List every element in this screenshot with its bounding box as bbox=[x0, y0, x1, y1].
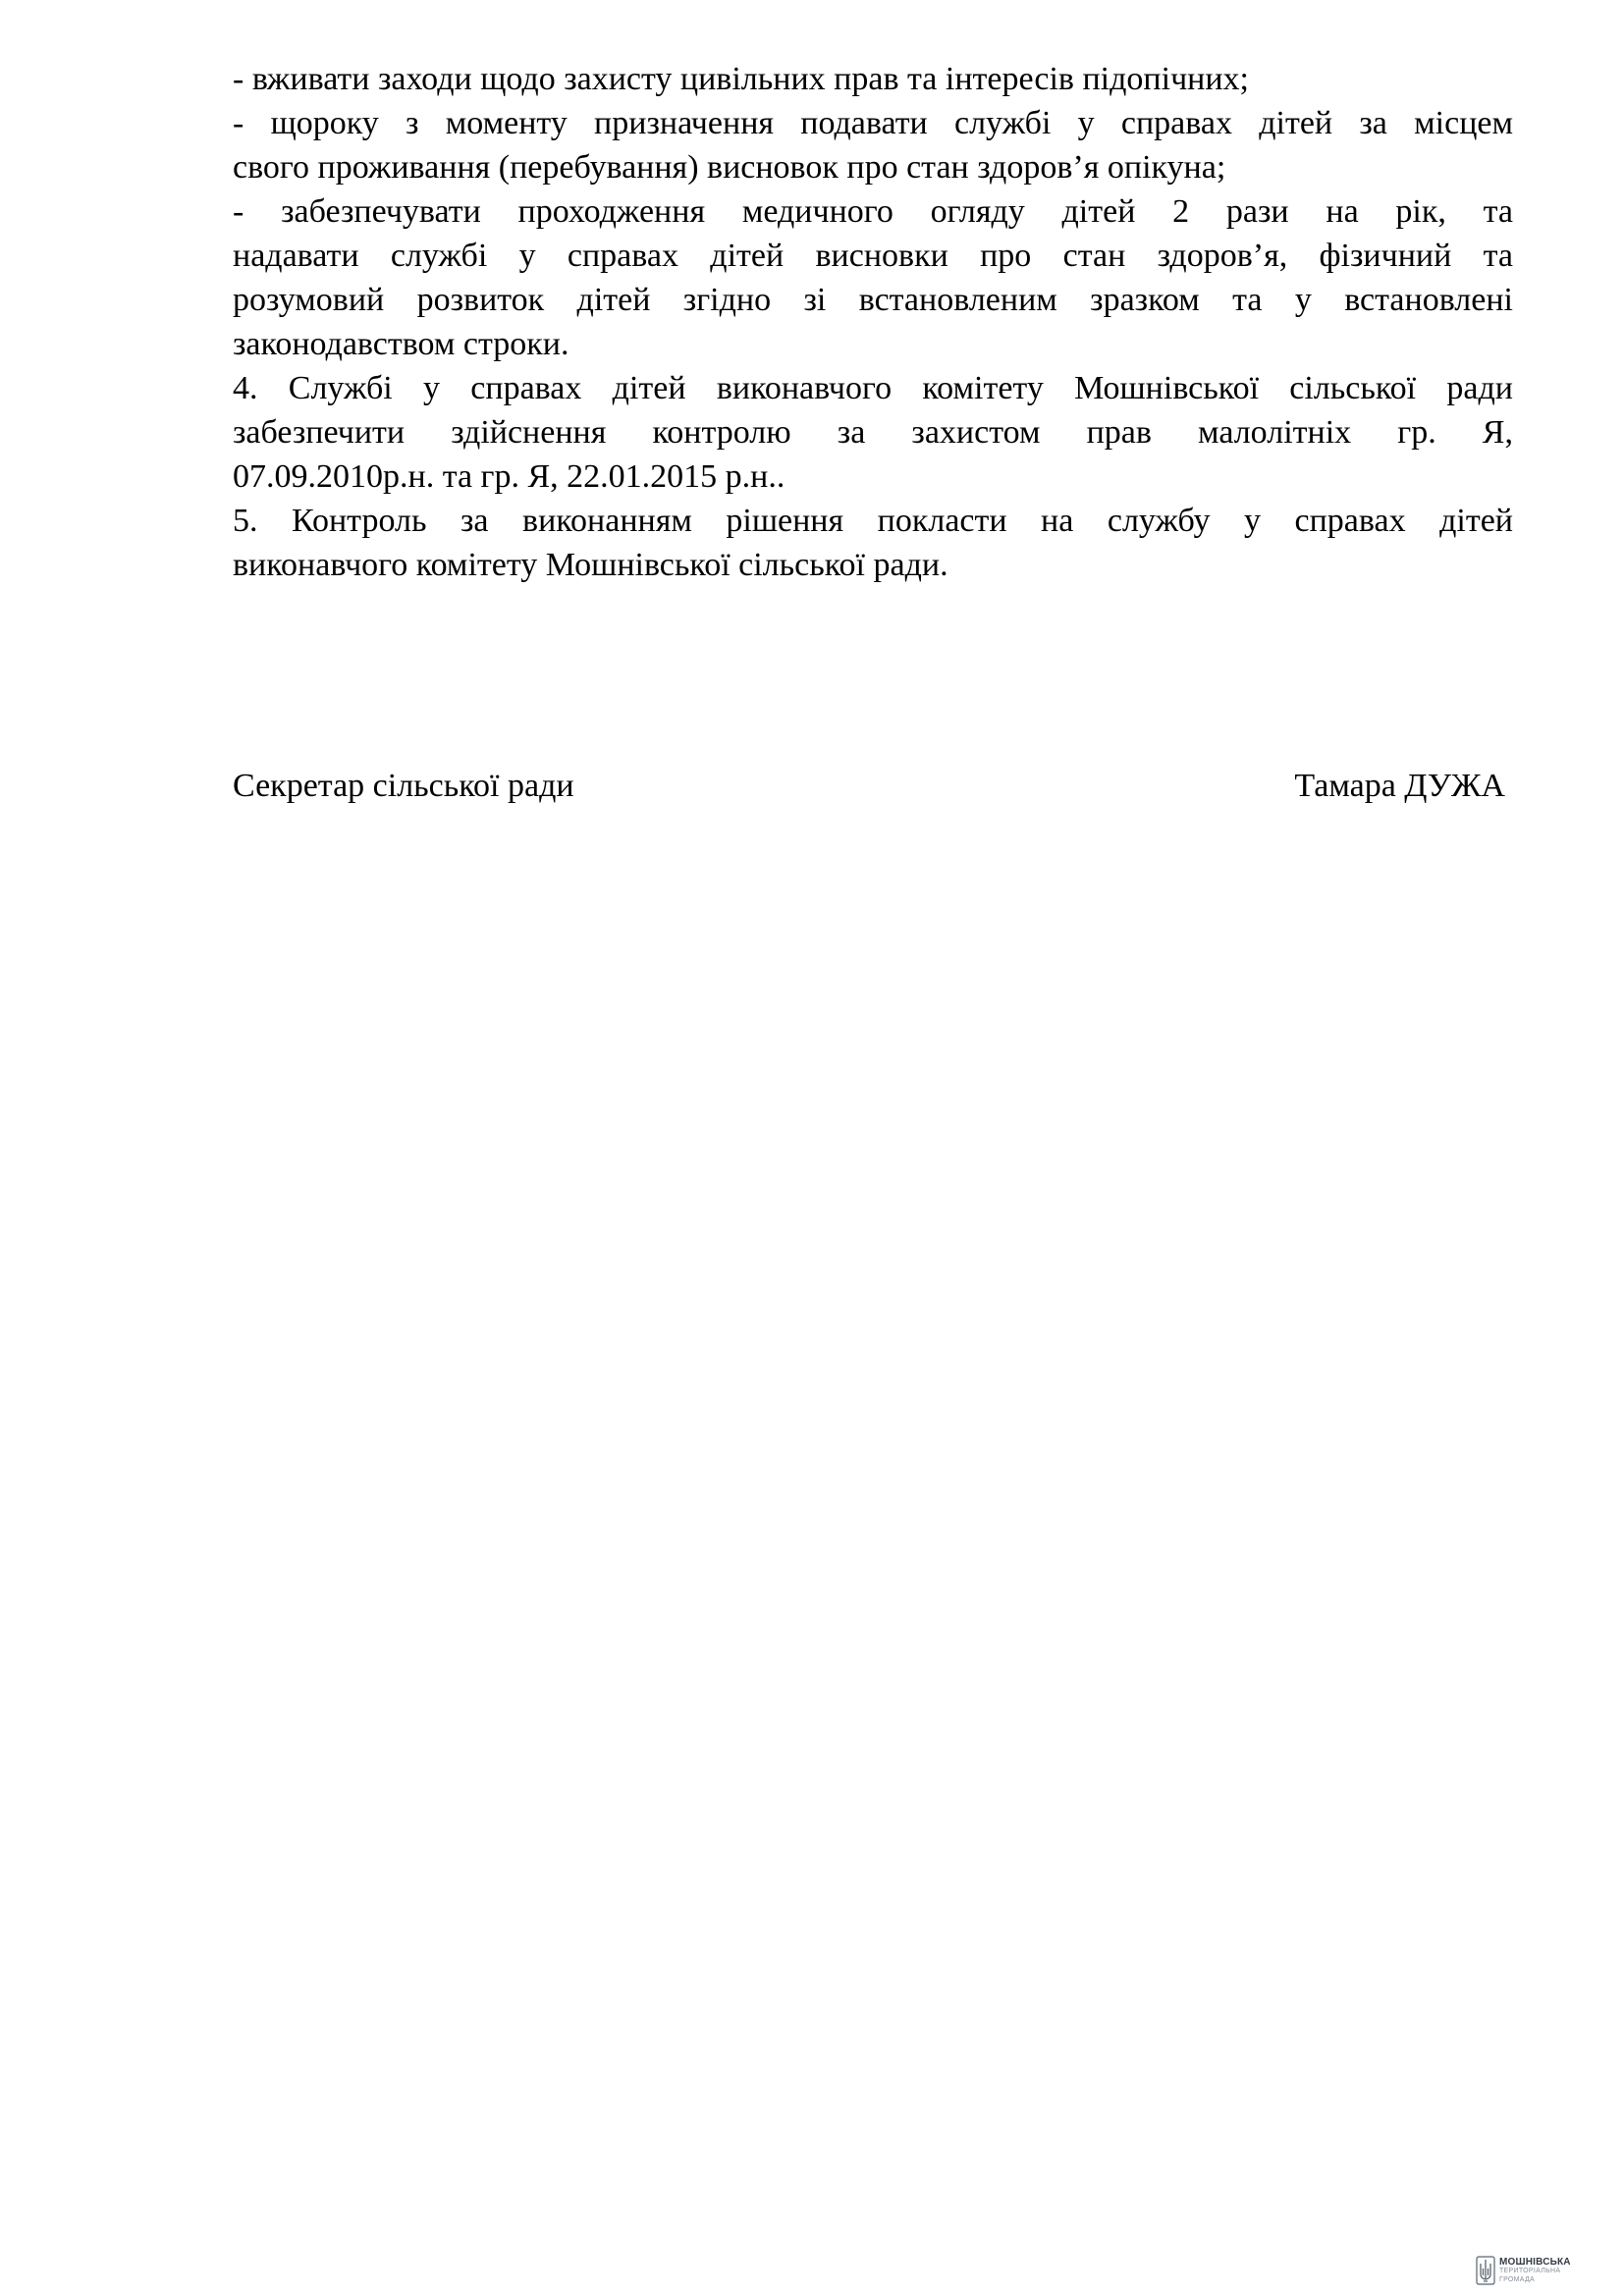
text-line: - забезпечувати проходження медичного огляду дітей 2 рази на рік, та bbox=[233, 193, 1513, 230]
signatory-position: Секретар сільської ради bbox=[233, 768, 574, 804]
text-line: свого проживання (перебування) висновок про стан здоров’я опікуна; bbox=[233, 149, 1226, 186]
text-line: розумовий розвиток дітей згідно зі встановленим зразком та у встановлені bbox=[233, 282, 1513, 318]
text-line: виконавчого комітету Мошнівської сільської ради. bbox=[233, 547, 948, 583]
text-line: - вживати заходи щодо захисту цивільних прав та інтересів підопічних; bbox=[233, 61, 1250, 97]
text-line: - щороку з моменту призначення подавати службі у справах дітей за місцем bbox=[233, 105, 1513, 141]
text-line: 4. Службі у справах дітей виконавчого комітету Мошнівської сільської ради bbox=[233, 370, 1513, 406]
logo-title: МОШНІВСЬКА bbox=[1499, 2256, 1571, 2268]
text-line: забезпечити здійснення контролю за захистом прав малолітніх гр. Я, bbox=[233, 414, 1513, 451]
logo-subtitle: ГРОМАДА bbox=[1499, 2275, 1535, 2283]
text-line: надавати службі у справах дітей висновки про стан здоров’я, фізичний та bbox=[233, 238, 1513, 274]
logo-text bbox=[1499, 2258, 1571, 2284]
trident-icon bbox=[1476, 2256, 1495, 2285]
text-line: 5. Контроль за виконанням рішення покласти на службу у справах дітей bbox=[233, 503, 1513, 539]
text-line: 07.09.2010р.н. та гр. Я, 22.01.2015 р.н.. bbox=[233, 458, 785, 495]
text-line: законодавством строки. bbox=[233, 326, 569, 362]
logo-subtitle: ТЕРИТОРІАЛЬНА bbox=[1499, 2267, 1561, 2274]
document-body bbox=[233, 57, 1513, 587]
community-logo bbox=[1476, 2254, 1571, 2287]
signatory-name: Тамара ДУЖА bbox=[1294, 768, 1505, 804]
